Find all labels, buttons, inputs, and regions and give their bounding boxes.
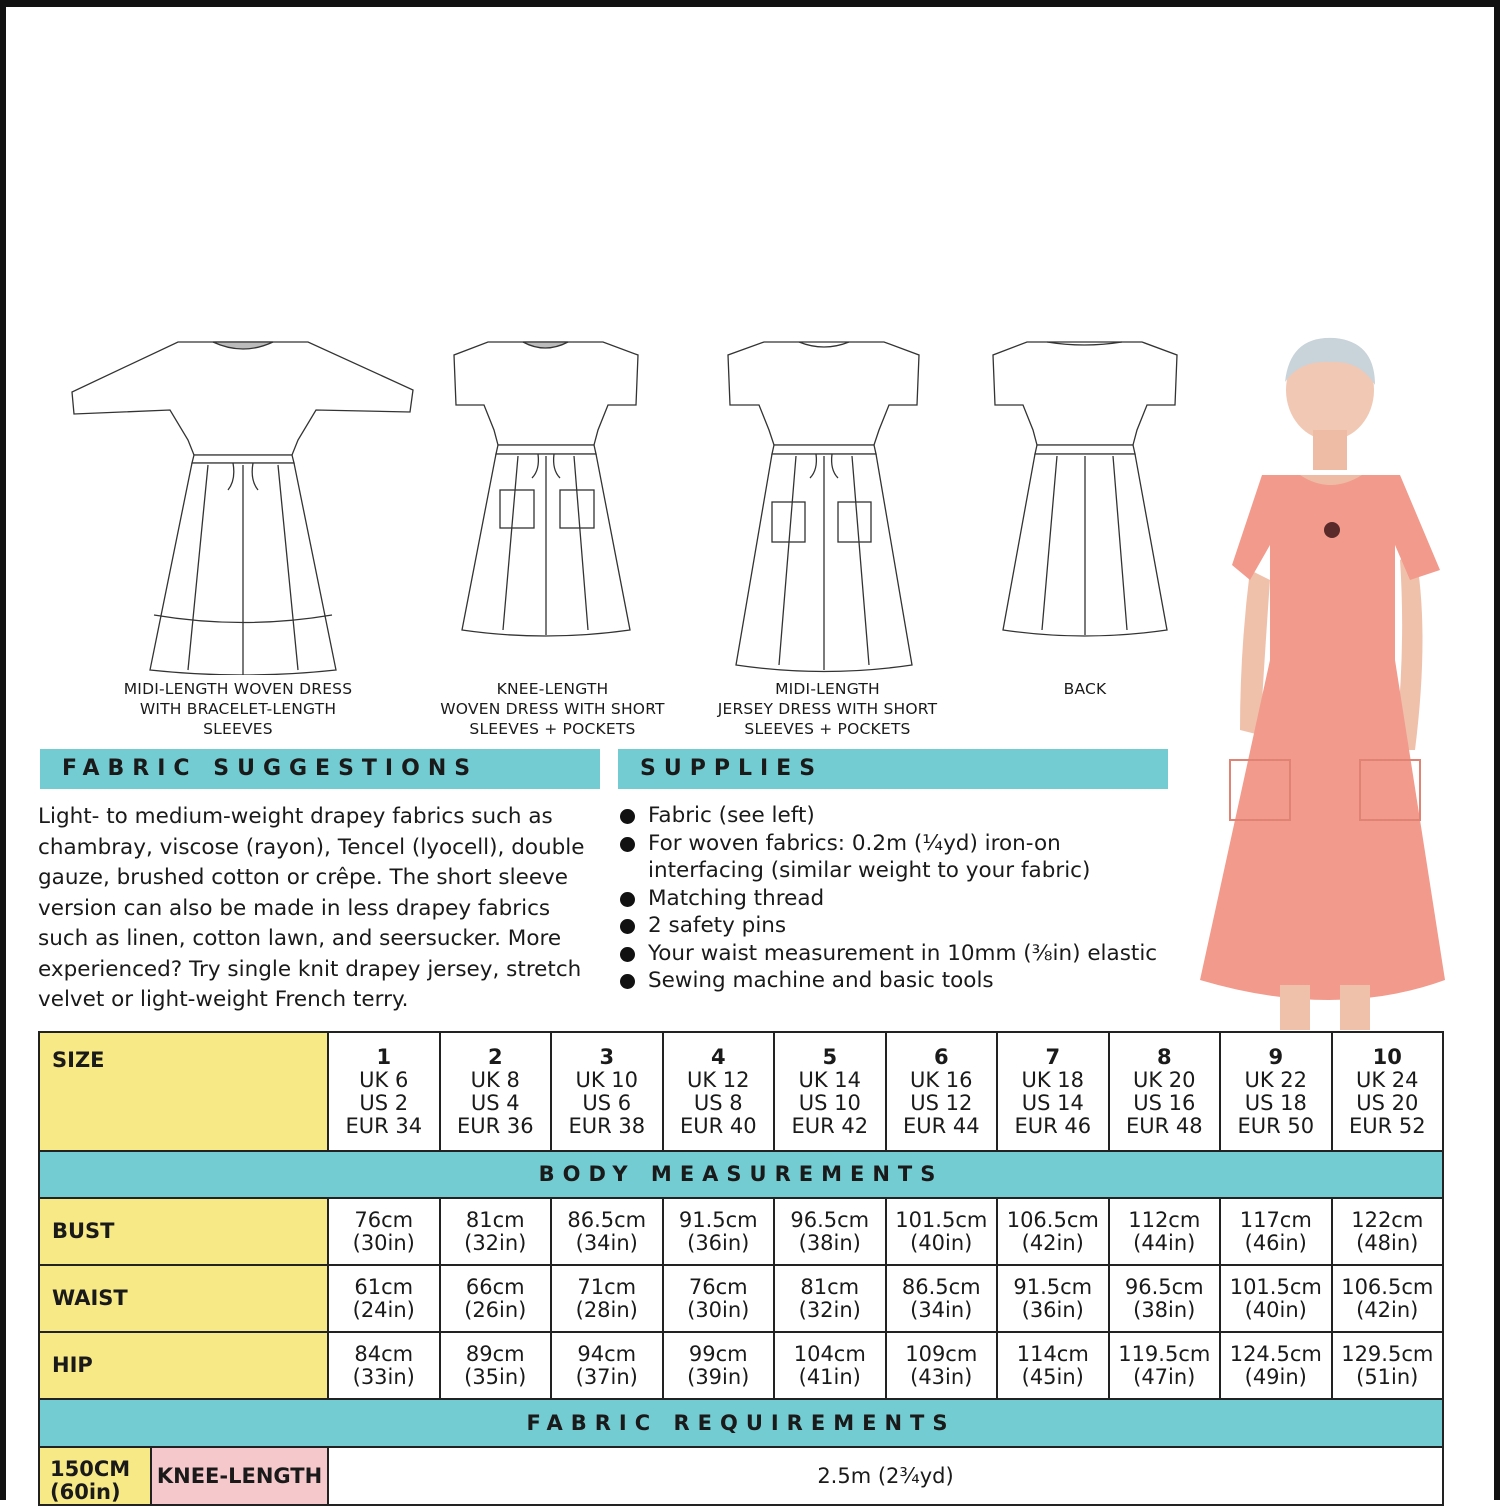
size-number: 7 [1045,1044,1061,1069]
size-number: 8 [1156,1044,1172,1069]
size-uk: UK 14 [798,1067,862,1092]
measure-cell [1220,1265,1332,1332]
cm: 96.5cm [1124,1274,1204,1299]
measure-cell [886,1265,998,1332]
in: (36in) [687,1230,750,1255]
measure-cell [1109,1265,1221,1332]
size-us: US 20 [1356,1090,1419,1115]
fabric-suggestions-text: Light- to medium-weight drapey fabrics such as chambray, viscose (rayon), Tencel (lyocell), double gauze, brushed cotton or crêpe. The short sleeve version can also be made in less drapey fabrics such as linen, cotton lawn, and seersucker. More experienced? Try single knit drapey jersey, stretch velvet or light-weight French terry. [38,804,585,1012]
cm: 81cm [465,1207,525,1232]
cm: 124.5cm [1229,1341,1322,1366]
measure-cell [1220,1198,1332,1265]
size-us: US 12 [910,1090,973,1115]
measure-cell [440,1332,552,1399]
in: (51in) [1356,1364,1419,1389]
size-us: US 2 [359,1090,409,1115]
in: (45in) [1021,1364,1084,1389]
measure-cell [886,1198,998,1265]
in: (43in) [910,1364,973,1389]
size-us: US 14 [1021,1090,1084,1115]
measure-cell [440,1198,552,1265]
size-number: 1 [376,1044,392,1069]
size-eur: EUR 44 [902,1113,980,1138]
in: (41in) [798,1364,861,1389]
cm: 94cm [577,1341,637,1366]
waist-row [39,1265,1443,1332]
in: (38in) [798,1230,861,1255]
knee-length-value: 2.5m (2¾yd) [328,1447,1443,1505]
cm: 101.5cm [895,1207,988,1232]
measure-cell [1109,1332,1221,1399]
in: (30in) [352,1230,415,1255]
in: (34in) [910,1297,973,1322]
measure-cell [997,1198,1109,1265]
cm: 99cm [688,1341,748,1366]
in: (32in) [464,1230,527,1255]
supplies-item: Your waist measurement in 10mm (⅜in) elastic [620,940,1180,968]
size-eur: EUR 40 [679,1113,757,1138]
cm: 76cm [688,1274,748,1299]
caption-4: BACK [1063,680,1107,698]
size-us: US 4 [470,1090,520,1115]
supplies-item: Sewing machine and basic tools [620,967,1180,995]
cm: 117cm [1239,1207,1312,1232]
supplies-item: Matching thread [620,885,1180,913]
measure-cell [328,1265,440,1332]
in: (34in) [575,1230,638,1255]
in: (40in) [910,1230,973,1255]
size-uk: UK 20 [1132,1067,1196,1092]
cm: 122cm [1351,1207,1424,1232]
size-col [997,1032,1109,1151]
size-number: 10 [1372,1044,1402,1069]
size-us: US 16 [1133,1090,1196,1115]
in: (35in) [464,1364,527,1389]
cm: 86.5cm [567,1207,647,1232]
measure-cell [886,1332,998,1399]
cm: 101.5cm [1229,1274,1322,1299]
knee-length-row [39,1447,1443,1505]
in: (28in) [575,1297,638,1322]
size-uk: UK 8 [470,1067,520,1092]
measure-cell [551,1265,663,1332]
knee-length-label: KNEE-LENGTH [151,1447,328,1505]
size-uk: UK 22 [1244,1067,1308,1092]
cm: 106.5cm [1341,1274,1434,1299]
cm: 106.5cm [1006,1207,1099,1232]
supplies-heading: SUPPLIES [618,749,1168,789]
size-uk: UK 6 [359,1067,409,1092]
size-eur: EUR 46 [1014,1113,1092,1138]
cm: 96.5cm [790,1207,870,1232]
size-us: US 6 [582,1090,632,1115]
cm: 112cm [1128,1207,1201,1232]
size-col [886,1032,998,1151]
fabric-suggestions-heading: FABRIC SUGGESTIONS [40,749,600,789]
cm: 109cm [905,1341,978,1366]
in: (46in) [1244,1230,1307,1255]
cm: 71cm [577,1274,637,1299]
measure-cell [1332,1198,1444,1265]
measure-cell [328,1332,440,1399]
in: (30in) [687,1297,750,1322]
body-measurements-heading: BODY MEASUREMENTS [39,1151,1443,1198]
caption-3: MIDI-LENGTH JERSEY DRESS WITH SHORT SLEEVES + POCKETS [717,680,938,738]
measure-cell [1109,1198,1221,1265]
size-row [39,1032,1443,1151]
in: (32in) [798,1297,861,1322]
measure-cell [551,1198,663,1265]
size-us: US 10 [798,1090,861,1115]
size-number: 6 [933,1044,949,1069]
measure-cell [1332,1332,1444,1399]
caption-1: MIDI-LENGTH WOVEN DRESS WITH BRACELET-LENGTH SLEEVES [123,680,353,738]
hip-label: HIP [39,1332,328,1399]
measure-cell [997,1332,1109,1399]
fabric-width-label [39,1447,151,1505]
size-eur: EUR 38 [568,1113,646,1138]
supplies-item: For woven fabrics: 0.2m (¼yd) iron-on interfacing (similar weight to your fabric) [620,830,1180,885]
cm: 119.5cm [1118,1341,1211,1366]
size-eur: EUR 48 [1125,1113,1203,1138]
in: (48in) [1356,1230,1419,1255]
cm: 91.5cm [1013,1274,1093,1299]
width-cm: 150CM [50,1457,131,1481]
size-col [774,1032,886,1151]
in: (24in) [352,1297,415,1322]
cm: 104cm [793,1341,866,1366]
measure-cell [774,1198,886,1265]
size-uk: UK 24 [1355,1067,1419,1092]
size-col [440,1032,552,1151]
size-uk: UK 10 [575,1067,639,1092]
cm: 129.5cm [1341,1341,1434,1366]
size-eur: EUR 34 [345,1113,423,1138]
measure-cell [774,1332,886,1399]
fabric-requirements-heading: FABRIC REQUIREMENTS [39,1399,1443,1447]
in: (40in) [1244,1297,1307,1322]
supplies-list [620,802,1180,995]
in: (47in) [1133,1364,1196,1389]
in: (42in) [1356,1297,1419,1322]
in: (39in) [687,1364,750,1389]
size-col [551,1032,663,1151]
in: (49in) [1244,1364,1307,1389]
size-uk: UK 16 [909,1067,973,1092]
bust-label: BUST [39,1198,328,1265]
size-label: SIZE [39,1032,328,1151]
size-col [1220,1032,1332,1151]
in: (42in) [1021,1230,1084,1255]
size-number: 5 [822,1044,838,1069]
cm: 86.5cm [901,1274,981,1299]
size-us: US 18 [1244,1090,1307,1115]
size-number: 3 [599,1044,615,1069]
size-col [1332,1032,1444,1151]
in: (37in) [575,1364,638,1389]
measure-cell [1332,1265,1444,1332]
in: (33in) [352,1364,415,1389]
measure-cell [551,1332,663,1399]
size-eur: EUR 52 [1348,1113,1426,1138]
cm: 84cm [354,1341,414,1366]
measure-cell [997,1265,1109,1332]
size-uk: UK 12 [686,1067,750,1092]
supplies-item: 2 safety pins [620,912,1180,940]
sketch-back [987,330,1182,640]
cm: 61cm [354,1274,414,1299]
width-in: (60in) [50,1480,121,1504]
hip-row [39,1332,1443,1399]
body-measurements-band [39,1151,1443,1198]
size-number: 4 [710,1044,726,1069]
measure-cell [663,1332,775,1399]
cm: 81cm [800,1274,860,1299]
measure-cell [663,1198,775,1265]
size-chart-table [38,1031,1444,1506]
size-eur: EUR 50 [1237,1113,1315,1138]
size-col [328,1032,440,1151]
in: (38in) [1133,1297,1196,1322]
cm: 66cm [465,1274,525,1299]
in: (44in) [1133,1230,1196,1255]
bust-row [39,1198,1443,1265]
size-eur: EUR 42 [791,1113,869,1138]
sketch-midi-woven-bracelet [68,330,418,675]
in: (36in) [1021,1297,1084,1322]
measure-cell [1220,1332,1332,1399]
measure-cell [663,1265,775,1332]
measure-cell [440,1265,552,1332]
measure-cell [774,1265,886,1332]
size-us: US 8 [693,1090,743,1115]
cm: 76cm [354,1207,414,1232]
measure-cell [328,1198,440,1265]
model-photo [1170,330,1460,1030]
size-eur: EUR 36 [456,1113,534,1138]
cm: 91.5cm [678,1207,758,1232]
in: (26in) [464,1297,527,1322]
size-col [663,1032,775,1151]
sketch-midi-jersey-pockets [724,330,924,675]
size-number: 9 [1268,1044,1284,1069]
cm: 114cm [1016,1341,1089,1366]
waist-label: WAIST [39,1265,328,1332]
caption-2: KNEE-LENGTH WOVEN DRESS WITH SHORT SLEEVES + POCKETS [440,680,665,738]
size-number: 2 [487,1044,503,1069]
size-uk: UK 18 [1021,1067,1085,1092]
sketch-knee-woven-pockets [448,330,643,640]
size-col [1109,1032,1221,1151]
fabric-requirements-band [39,1399,1443,1447]
supplies-item: Fabric (see left) [620,802,1180,830]
cm: 89cm [465,1341,525,1366]
